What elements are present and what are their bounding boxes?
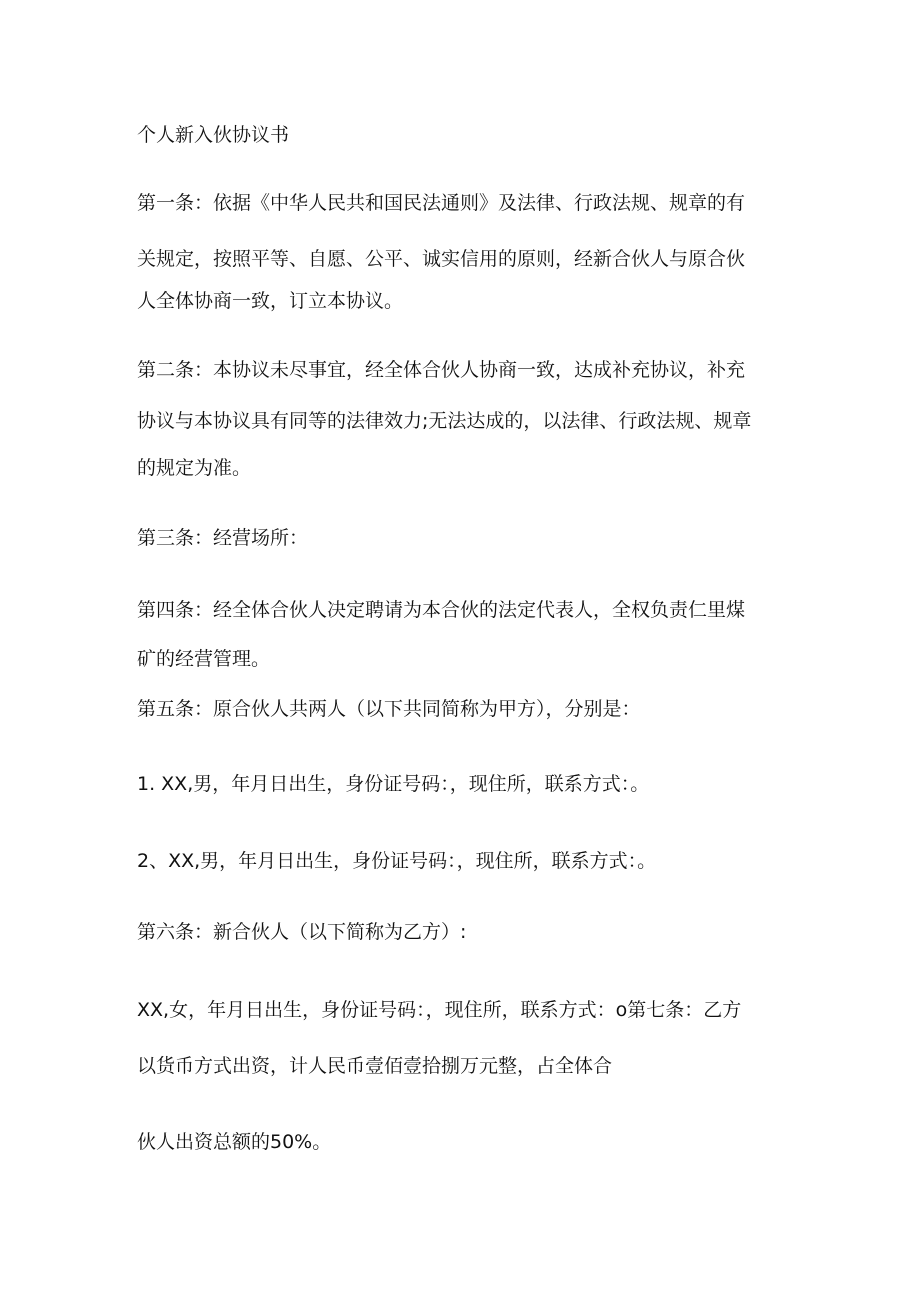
article-7-line-2: 伙人出资总额的50%。 xyxy=(137,1131,332,1153)
article-2-line-1: 第二条：本协议未尽事宜，经全体合伙人协商一致，达成补充协议，补充 xyxy=(137,359,746,381)
article-6-line-2: XX,女，年月日出生，身份证号码：，现住所，联系方式：o第七条：乙方 xyxy=(137,999,742,1021)
document-title: 个人新入伙协议书 xyxy=(137,124,290,146)
article-6-line-1: 第六条：新合伙人（以下简称为乙方）: xyxy=(137,921,467,943)
article-7-line-1: 以货币方式出资，计人民币壹佰壹拾捌万元整，占全体合 xyxy=(137,1055,613,1077)
article-4-line-1: 第四条：经全体合伙人决定聘请为本合伙的法定代表人，全权负责仁里煤 xyxy=(137,599,746,621)
article-5-line-1: 第五条：原合伙人共两人（以下共同简称为甲方），分别是： xyxy=(137,698,641,720)
article-1-line-3: 人全体协商一致，订立本协议。 xyxy=(137,290,404,312)
article-5-item-1: 1. XX,男，年月日出生，身份证号码：，现住所，联系方式：。 xyxy=(137,773,650,795)
article-3-line-1: 第三条：经营场所： xyxy=(137,527,309,549)
article-2-line-2: 协议与本协议具有同等的法律效力;无法达成的，以法律、行政法规、规章 xyxy=(137,410,752,432)
article-1-line-2: 关规定，按照平等、自愿、公平、诚实信用的原则，经新合伙人与原合伙 xyxy=(137,248,746,270)
article-1-line-1: 第一条：依据《中华人民共和国民法通则》及法律、行政法规、规章的有 xyxy=(137,192,746,214)
article-4-line-2: 矿的经营管理。 xyxy=(137,648,271,670)
article-2-line-3: 的规定为准。 xyxy=(137,457,252,479)
article-5-item-2: 2、XX,男，年月日出生，身份证号码：，现住所，联系方式：。 xyxy=(137,850,657,872)
